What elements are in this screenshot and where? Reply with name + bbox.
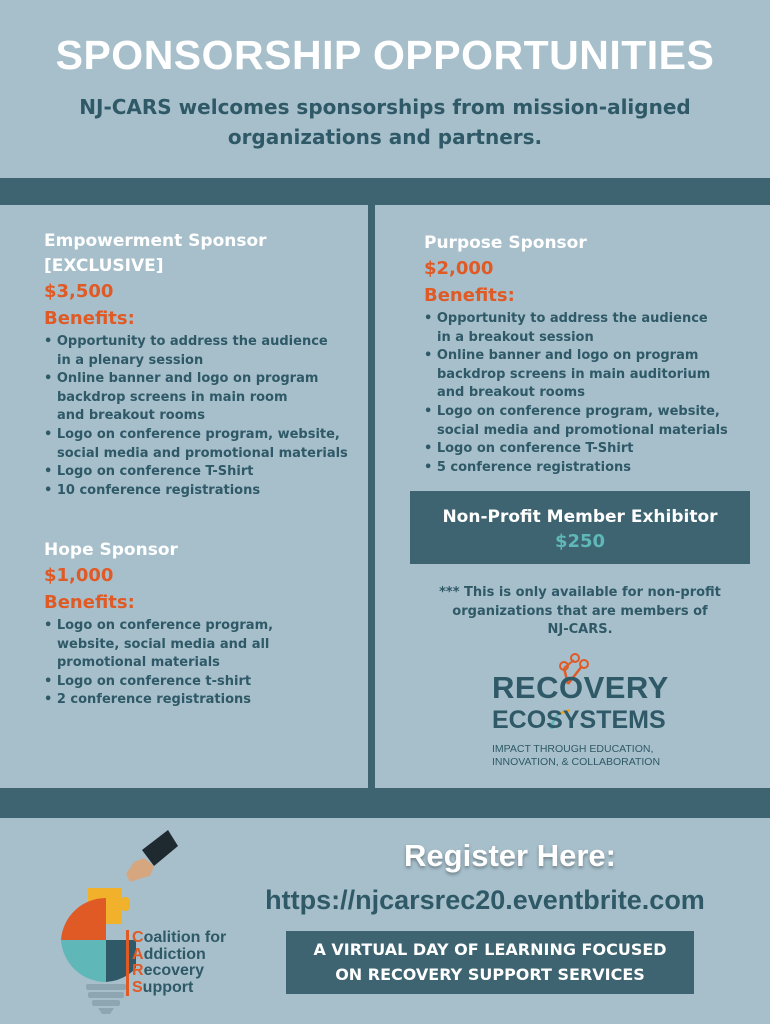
- benefit-item: • Logo on conference program, website, social media and promotional materials: [44, 426, 364, 463]
- tier-price: $1,000: [44, 565, 114, 586]
- cars-line: Coalition for: [132, 929, 227, 946]
- middle-band: [0, 788, 770, 818]
- cars-wordmark: [126, 930, 226, 996]
- exhibitor-note: *** This is only available for non-profit organizations that are members of NJ-CARS.: [439, 585, 721, 637]
- benefit-item: • Logo on conference program, website, social media and all promotional materials: [44, 617, 364, 673]
- hope-sponsor-tier: [44, 538, 364, 710]
- tier-name: Hope Sponsor: [44, 540, 178, 560]
- event-tagline: A VIRTUAL DAY OF LEARNING FOCUSED ON RECOVERY SUPPORT SERVICES: [313, 940, 667, 984]
- tier-name: Empowerment Sponsor: [44, 231, 267, 251]
- register-link[interactable]: https://njcarsrec20.eventbrite.com: [265, 885, 705, 915]
- register-heading: Register Here:: [404, 838, 616, 873]
- benefits-label: Benefits:: [44, 592, 135, 613]
- exhibitor-name: Non-Profit Member Exhibitor: [442, 507, 718, 527]
- benefit-item: • Logo on conference t-shirt: [44, 673, 364, 692]
- benefit-item: • Online banner and logo on program backdrop screens in main room and breakout rooms: [44, 370, 364, 426]
- benefits-list: [424, 310, 754, 477]
- exhibitor-price: $250: [554, 531, 606, 552]
- benefit-item: • Opportunity to address the audience in a plenary session: [44, 333, 364, 370]
- empowerment-sponsor-tier: [44, 229, 364, 500]
- tier-price: $3,500: [44, 281, 114, 302]
- event-tagline-box: [286, 931, 694, 994]
- header: [0, 0, 770, 178]
- nj-cars-logo: [30, 828, 260, 1018]
- tier-price: $2,000: [424, 258, 494, 279]
- benefit-item: • Logo on conference program, website, social media and promotional materials: [424, 403, 754, 440]
- cars-line: Support: [132, 978, 194, 996]
- benefits-label: Benefits:: [44, 308, 135, 329]
- benefit-item: • Online banner and logo on program backdrop screens in main auditorium and breakout rooms: [424, 347, 754, 403]
- tier-exclusive-label: [EXCLUSIVE]: [44, 256, 164, 276]
- benefits-label: Benefits:: [424, 285, 515, 306]
- benefit-item: • 10 conference registrations: [44, 482, 364, 501]
- benefit-item: • Logo on conference T-Shirt: [424, 440, 754, 459]
- column-divider: [368, 205, 375, 788]
- logo-tagline: IMPACT THROUGH EDUCATION, INNOVATION, & COLLABORATION: [492, 743, 661, 768]
- recovery-ecosystems-logo: [478, 652, 678, 772]
- benefits-list: [44, 617, 364, 710]
- benefits-list: [44, 333, 364, 500]
- cars-line: Recovery: [132, 962, 205, 979]
- page-title: SPONSORSHIP OPPORTUNITIES: [55, 32, 715, 78]
- logo-word-ecosystems: ECOSYSTEMS: [492, 706, 666, 734]
- purpose-sponsor-tier: [424, 231, 754, 477]
- benefit-item: • 2 conference registrations: [44, 691, 364, 710]
- exhibitor-box: [410, 491, 750, 564]
- cars-line: Addiction: [132, 945, 206, 963]
- top-band: [0, 178, 770, 205]
- benefit-item: • Logo on conference T-Shirt: [44, 463, 364, 482]
- intro-text: NJ-CARS welcomes sponsorships from mission-aligned organizations and partners.: [79, 95, 691, 149]
- benefit-item: • 5 conference registrations: [424, 459, 754, 478]
- benefit-item: • Opportunity to address the audience in a breakout session: [424, 310, 754, 347]
- logo-word-recovery: RECOVERY: [492, 670, 669, 705]
- tier-name: Purpose Sponsor: [424, 233, 587, 253]
